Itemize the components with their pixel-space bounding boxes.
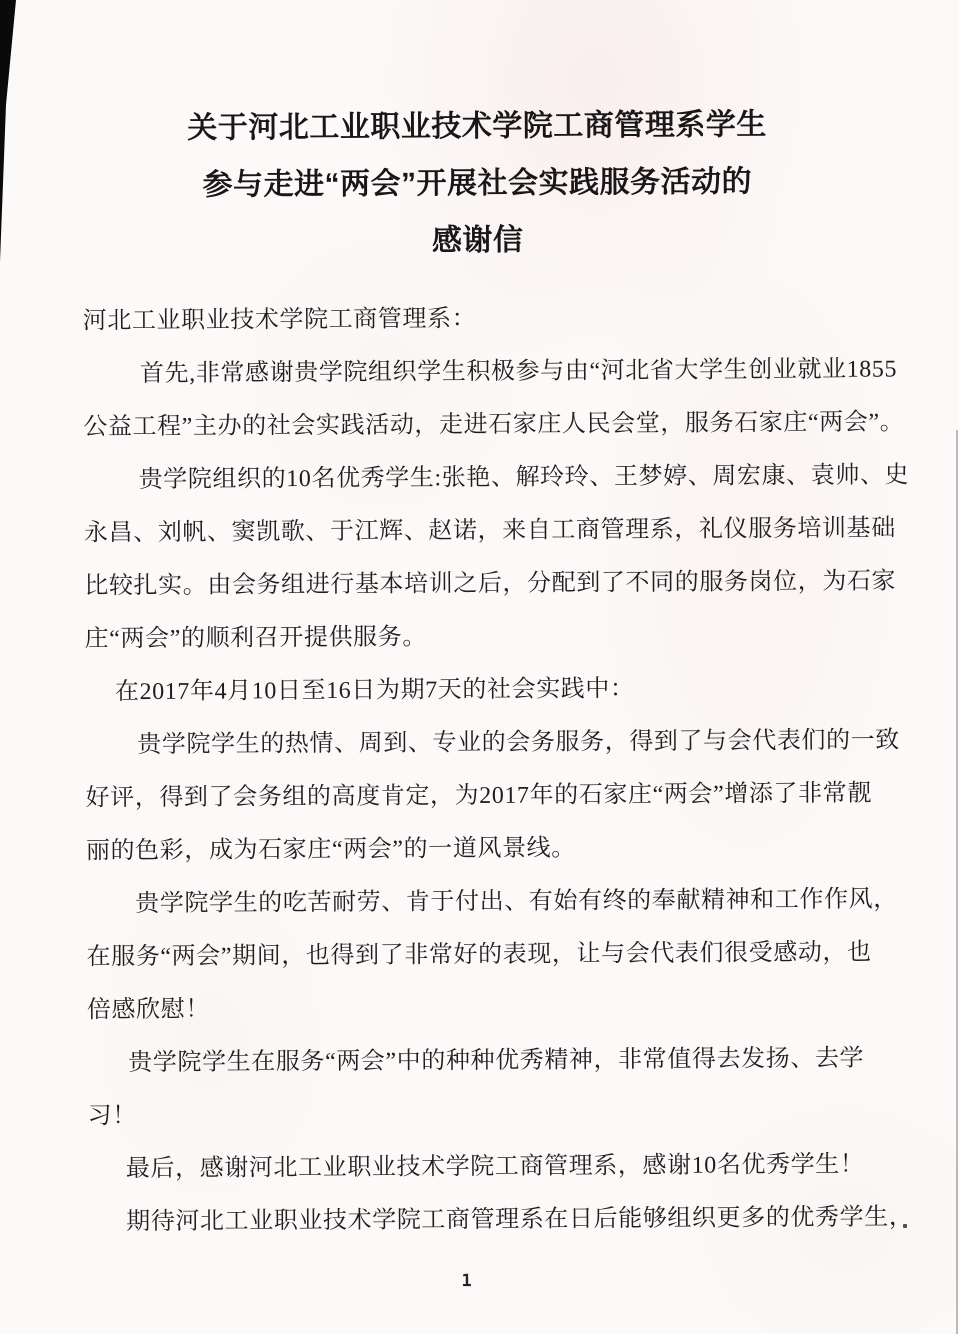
body-line: 贵学院学生的吃苦耐劳、肯于付出、有始有终的奉献精神和工作作风， (135, 886, 898, 918)
body-line: 丽的色彩，成为石家庄“两会”的一道风景线。 (85, 835, 576, 865)
body-line: 好评，得到了会务组的高度肯定，为2017年的石家庄“两会”增添了非常靓 (85, 780, 872, 812)
body-line: 贵学院学生的热情、周到、专业的会务服务，得到了与会代表们的一致 (137, 727, 900, 759)
letter-body (83, 290, 917, 1249)
body-line: 比较扎实。由会务组进行基本培训之后，分配到了不同的服务岗位，为石家 (84, 568, 897, 600)
body-line: 公益工程”主办的社会实践活动，走进石家庄人民会堂，服务石家庄“两会”。 (83, 409, 905, 441)
body-line: 习！ (87, 1103, 137, 1130)
body-line: 永昌、刘帆、窦凯歌、于江辉、赵诺，来自工商管理系，礼仪服务培训基础 (83, 515, 896, 547)
title-line-2: 参与走进“两会”开展社会实践服务活动的 (202, 165, 753, 202)
body-line: 庄“两会”的顺利召开提供服务。 (84, 624, 428, 653)
title-line-3: 感谢信 (431, 223, 524, 258)
page-number: 1 (461, 1271, 472, 1292)
body-line: 河北工业职业技术学院工商管理系： (82, 306, 477, 335)
body-line: 贵学院组织的10名优秀学生:张艳、解玲玲、王梦婷、周宏康、袁帅、史 (138, 462, 910, 494)
body-line: 在服务“两会”期间，也得到了非常好的表现，让与会代表们很受感动，也 (86, 939, 872, 971)
title-line-1: 关于河北工业职业技术学院工商管理系学生 (187, 108, 767, 145)
letter-title (0, 95, 957, 272)
body-line: 首先,非常感谢贵学院组织学生积极参与由“河北省大学生创业就业1855 (139, 356, 898, 388)
body-line: 倍感欣慰！ (86, 996, 210, 1024)
body-line: 最后，感谢河北工业职业技术学院工商管理系，感谢10名优秀学生！ (125, 1151, 865, 1183)
body-line: 期待河北工业职业技术学院工商管理系在日后能够组织更多的优秀学生， (126, 1204, 914, 1236)
body-line: 在2017年4月10日至16日为期7天的社会实践中： (114, 676, 635, 706)
body-line: 贵学院学生在服务“两会”中的种种优秀精神，非常值得去发扬、去学 (128, 1045, 865, 1077)
